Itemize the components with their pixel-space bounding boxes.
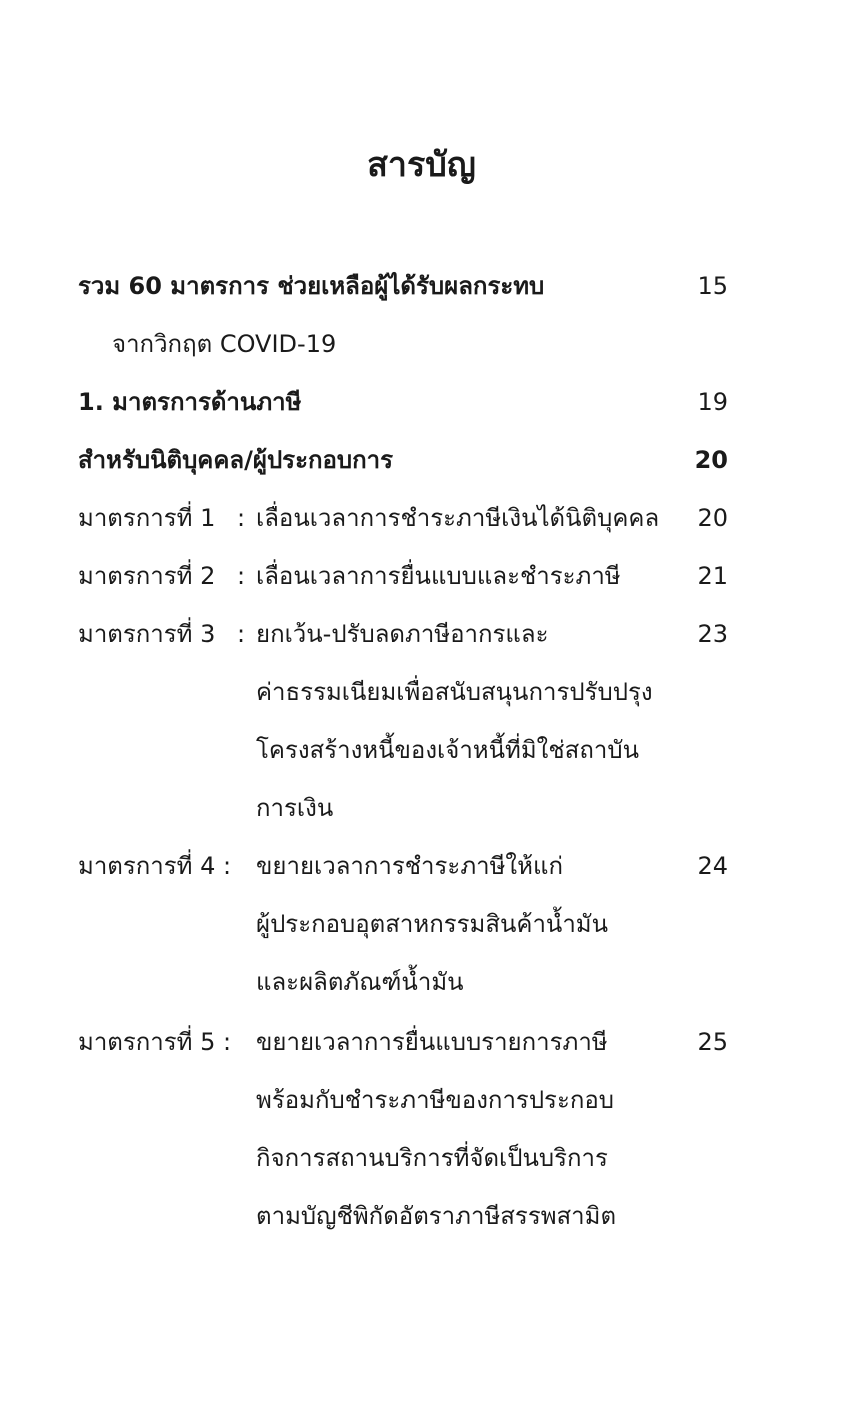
measure-description: เลื่อนเวลาการชำระภาษีเงินได้นิติบุคคล — [256, 504, 660, 532]
toc-page-number: 25 — [697, 1028, 728, 1056]
toc-page-number: 15 — [697, 272, 728, 300]
measure-description: การเงิน — [256, 794, 334, 822]
toc-page-number: 24 — [697, 852, 728, 880]
measure-description: กิจการสถานบริการที่จัดเป็นบริการ — [256, 1144, 608, 1172]
toc-page-number: 21 — [697, 562, 728, 590]
measure-label: มาตรการที่ 5 : — [78, 1028, 232, 1056]
toc-page-number: 20 — [694, 446, 728, 474]
measure-description: ขยายเวลาการชำระภาษีให้แก่ — [256, 852, 563, 880]
toc-entry-title-continued: จากวิกฤต COVID-19 — [112, 330, 337, 358]
toc-page-number: 19 — [697, 388, 728, 416]
toc-page-number: 20 — [697, 504, 728, 532]
measure-description: และผลิตภัณฑ์น้ำมัน — [256, 968, 464, 996]
measure-description: ขยายเวลาการยื่นแบบรายการภาษี — [256, 1028, 608, 1056]
measure-colon: : — [237, 620, 246, 648]
measure-label: มาตรการที่ 2 — [78, 562, 216, 590]
measure-description: ยกเว้น-ปรับลดภาษีอากรและ — [256, 620, 549, 648]
measure-description: เลื่อนเวลาการยื่นแบบและชำระภาษี — [256, 562, 621, 590]
measure-description: โครงสร้างหนี้ของเจ้าหนี้ที่มิใช่สถาบัน — [256, 736, 639, 764]
toc-section-title: 1. มาตรการด้านภาษี — [78, 388, 302, 416]
page-title: สารบัญ — [367, 145, 476, 185]
measure-colon: : — [237, 504, 246, 532]
toc-subsection-title: สำหรับนิติบุคคล/ผู้ประกอบการ — [78, 446, 394, 474]
measure-description: ค่าธรรมเนียมเพื่อสนับสนุนการปรับปรุง — [256, 678, 653, 706]
toc-entry-title: รวม 60 มาตรการ ช่วยเหลือผู้ได้รับผลกระทบ — [78, 272, 545, 300]
measure-label: มาตรการที่ 4 : — [78, 852, 232, 880]
measure-description: ตามบัญชีพิกัดอัตราภาษีสรรพสามิต — [256, 1202, 617, 1230]
measure-description: ผู้ประกอบอุตสาหกรรมสินค้าน้ำมัน — [256, 910, 609, 938]
measure-label: มาตรการที่ 1 — [78, 504, 216, 532]
measure-colon: : — [237, 562, 246, 590]
toc-page-number: 23 — [697, 620, 728, 648]
measure-description: พร้อมกับชำระภาษีของการประกอบ — [256, 1086, 615, 1114]
measure-label: มาตรการที่ 3 — [78, 620, 216, 648]
